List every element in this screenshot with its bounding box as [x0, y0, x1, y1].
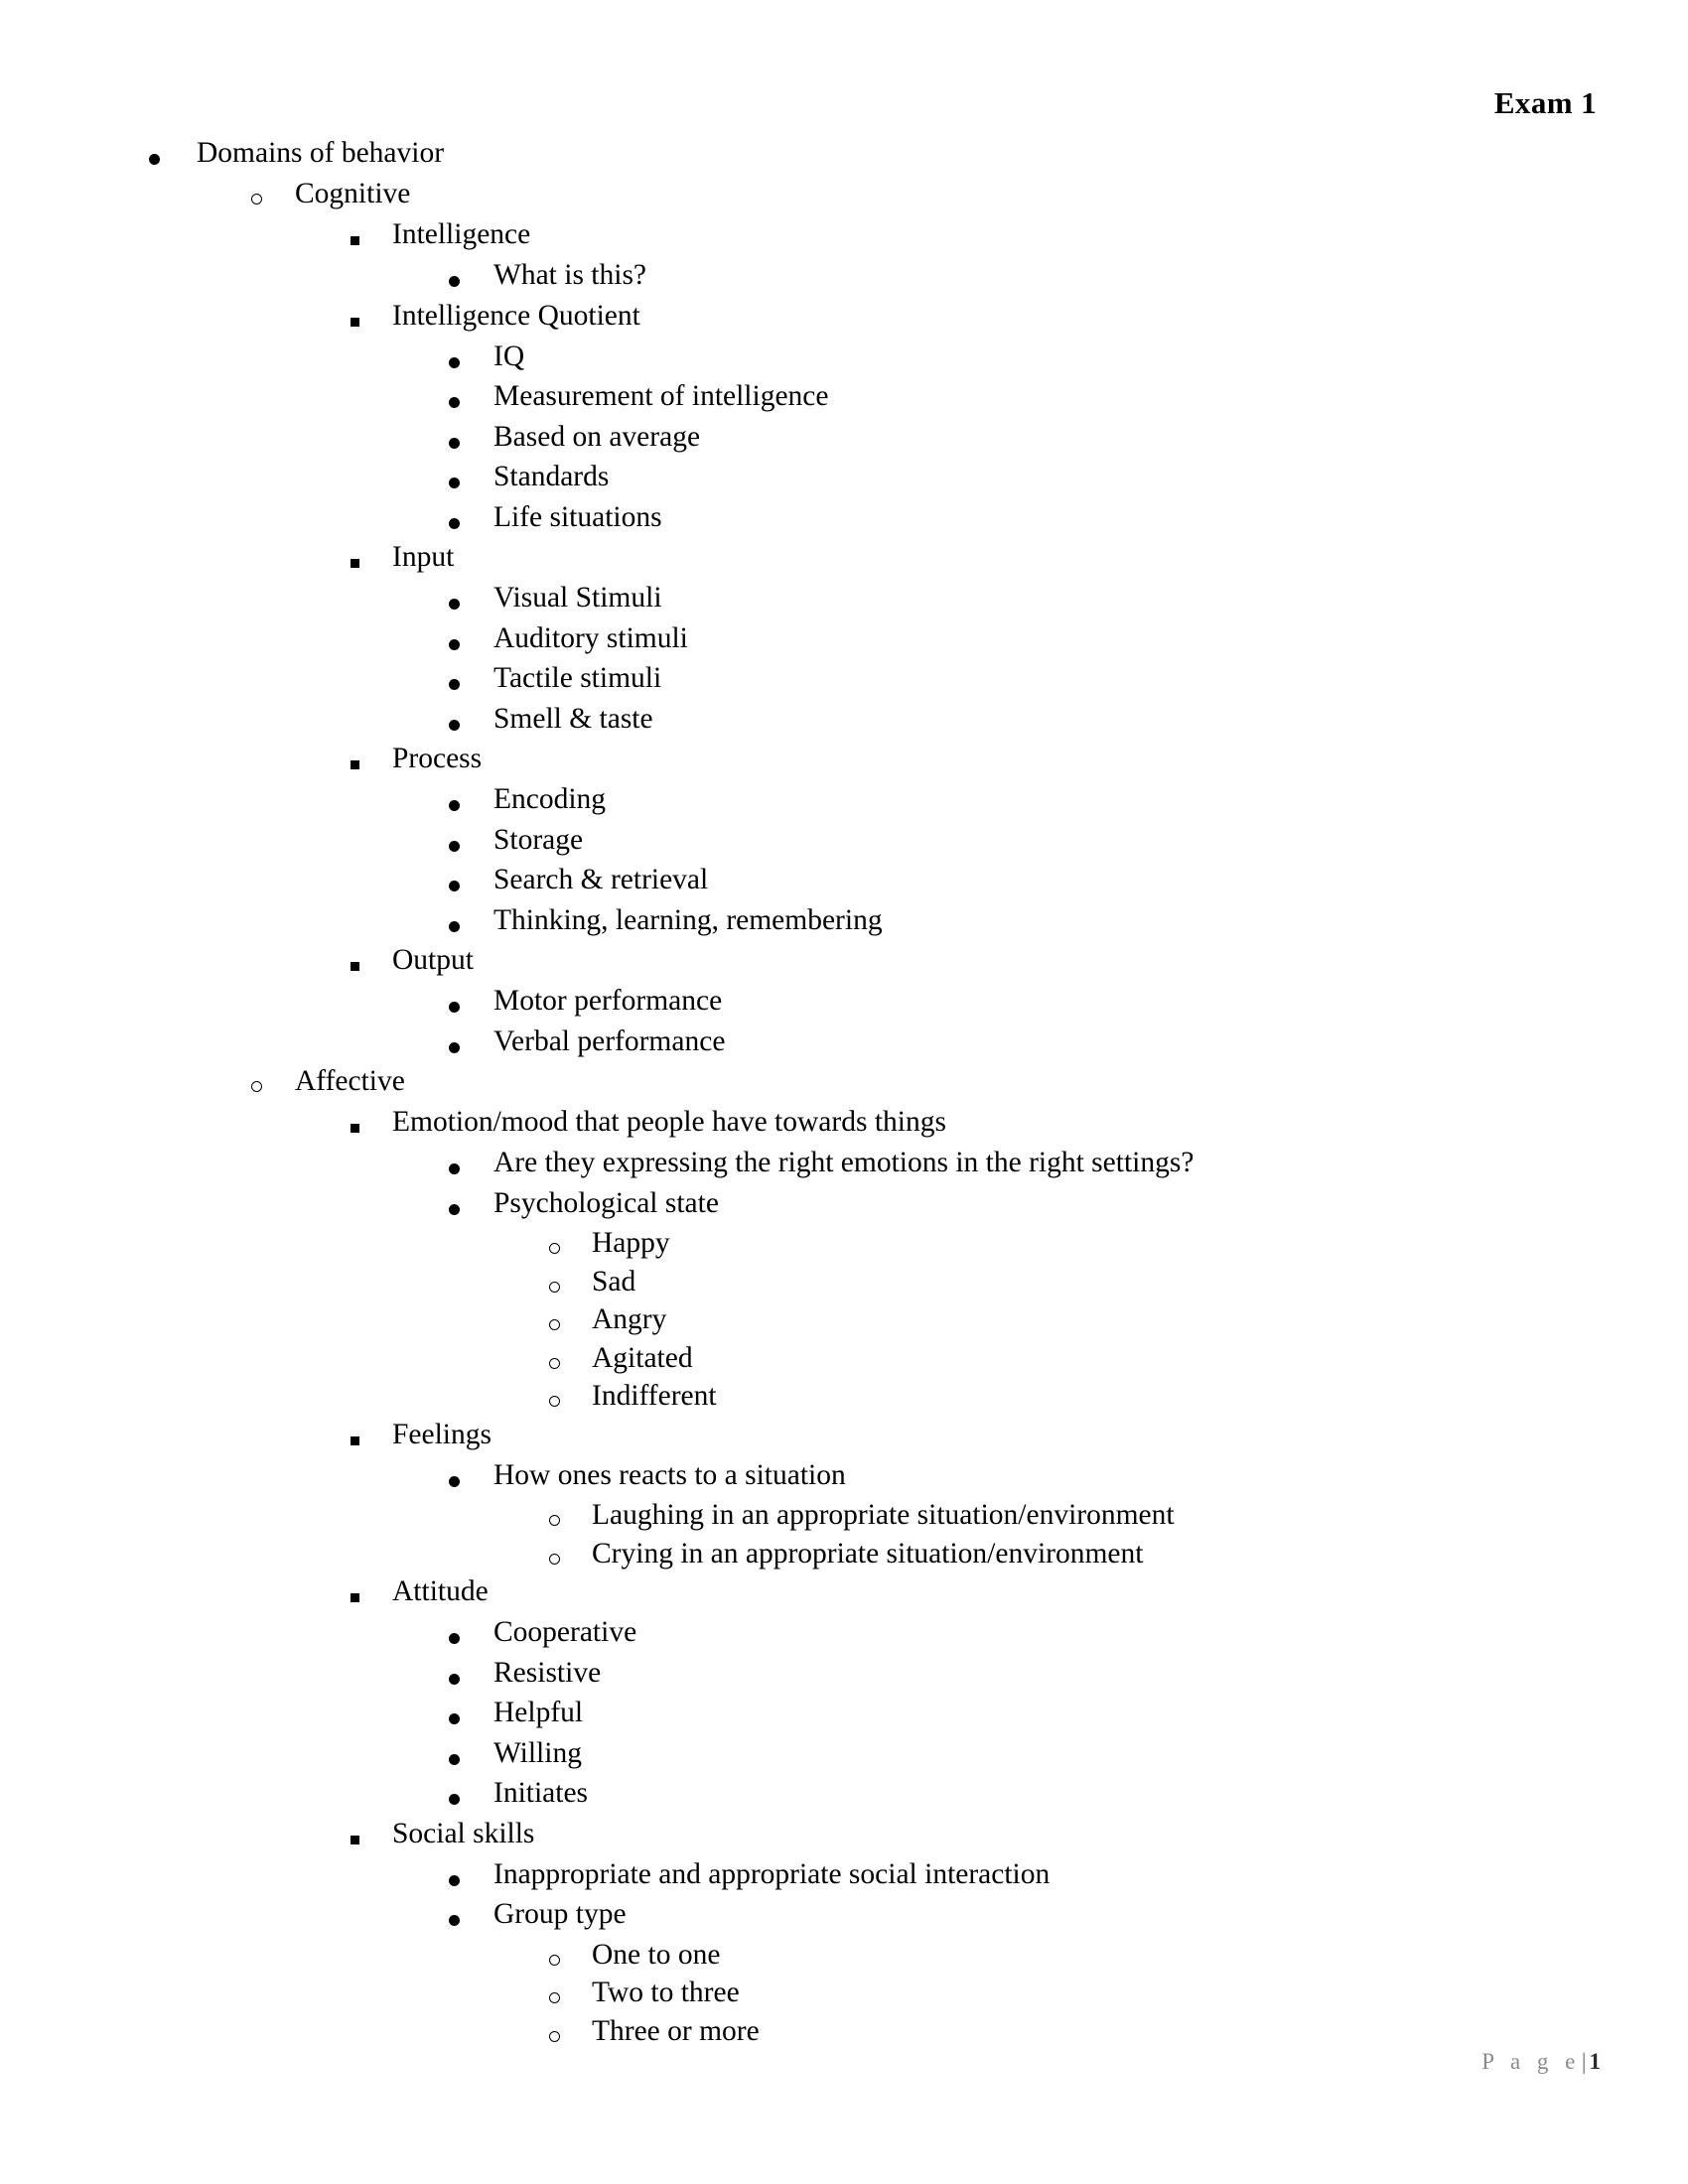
outline-list: [0, 139, 1688, 2055]
outline-item: [0, 220, 1688, 261]
outline-node-level-3: [0, 1418, 1688, 1578]
outline-item-label: Social skills: [392, 1817, 535, 1849]
outline-item: [0, 745, 1688, 785]
filled-disc-bullet-icon: [449, 438, 460, 449]
outline-node-level-3: [0, 1817, 1688, 2056]
outline-item-label: Tactile stimuli: [493, 662, 662, 694]
outline-node-level-3: [0, 1108, 1688, 1421]
outline-node-level-4: [0, 1900, 1688, 2055]
hollow-circle-bullet-icon: [549, 1554, 560, 1565]
outline-node-level-5: [0, 1938, 1688, 1979]
filled-disc-bullet-icon: [149, 154, 160, 165]
hollow-circle-bullet-icon: [549, 2031, 560, 2042]
outline-item: [0, 1501, 1688, 1540]
outline-node-level-2: [0, 180, 1688, 1067]
outline-node-level-4: [0, 1736, 1688, 1780]
outline-item-label: Helpful: [493, 1697, 584, 1728]
filled-square-bullet-icon: [351, 236, 359, 245]
outline-item: [0, 1938, 1688, 1979]
outline-node-level-4: [0, 382, 1688, 423]
hollow-circle-bullet-icon: [549, 1358, 560, 1369]
outline-item-label: Auditory stimuli: [493, 621, 688, 654]
outline-item-label: Group type: [493, 1898, 627, 1930]
filled-square-bullet-icon: [351, 318, 359, 327]
outline-node-level-4: [0, 823, 1688, 867]
hollow-circle-bullet-icon: [549, 1396, 560, 1407]
outline-item-label: Encoding: [493, 783, 607, 815]
hollow-circle-bullet-icon: [251, 1081, 262, 1092]
outline-item-label: Domains of behavior: [197, 137, 445, 169]
filled-square-bullet-icon: [351, 1836, 359, 1844]
outline-item: [0, 1656, 1688, 1700]
outline-node-level-1: [0, 139, 1688, 2055]
filled-disc-bullet-icon: [449, 1794, 460, 1805]
outline-children: [0, 1857, 1688, 2056]
outline-item-label: Intelligence Quotient: [392, 299, 640, 332]
outline-item: [0, 1067, 1688, 1108]
outline-item: [0, 1458, 1688, 1502]
document-header: [119, 85, 1597, 121]
outline-item: [0, 1305, 1688, 1344]
outline-item: [0, 1900, 1688, 1941]
outline-node-level-4: [0, 1618, 1688, 1659]
outline-node-level-4: [0, 903, 1688, 947]
outline-node-level-4: [0, 785, 1688, 826]
outline-item: [0, 903, 1688, 947]
outline-children: [0, 1458, 1688, 1578]
outline-item-label: Resistive: [493, 1656, 602, 1689]
outline-node-level-4: [0, 664, 1688, 705]
hollow-circle-bullet-icon: [549, 1319, 560, 1330]
filled-disc-bullet-icon: [449, 1042, 460, 1053]
outline-item: [0, 1108, 1688, 1149]
footer-page-word: P a g e: [1481, 2049, 1581, 2074]
outline-item-label: Angry: [592, 1303, 667, 1335]
outline-node-level-5: [0, 1537, 1688, 1578]
filled-square-bullet-icon: [351, 1124, 359, 1133]
outline-item: [0, 1699, 1688, 1739]
outline-node-level-4: [0, 463, 1688, 503]
outline-item: [0, 299, 1688, 342]
outline-node-level-3: [0, 299, 1688, 544]
outline-children: [0, 261, 1688, 302]
outline-item-label: Crying in an appropriate situation/environment: [592, 1537, 1144, 1570]
outline-item: [0, 1186, 1688, 1230]
outline-item: [0, 1979, 1688, 2017]
outline-node-level-4: [0, 584, 1688, 624]
outline-item: [0, 785, 1688, 826]
filled-disc-bullet-icon: [449, 397, 460, 408]
outline-item: [0, 500, 1688, 544]
outline-item-label: Based on average: [493, 420, 701, 453]
outline-item: [0, 139, 1688, 180]
outline-item: [0, 1382, 1688, 1421]
filled-square-bullet-icon: [351, 1436, 359, 1445]
footer-separator: |: [1581, 2049, 1587, 2074]
filled-disc-bullet-icon: [449, 1674, 460, 1685]
outline-node-level-5: [0, 1305, 1688, 1344]
outline-item-label: Life situations: [493, 500, 662, 533]
outline-item: [0, 664, 1688, 705]
filled-disc-bullet-icon: [449, 276, 460, 287]
outline-node-level-3: [0, 220, 1688, 302]
outline-node-level-3: [0, 745, 1688, 946]
outline-item-label: Indifferent: [592, 1380, 717, 1412]
outline-item: [0, 1341, 1688, 1383]
filled-disc-bullet-icon: [449, 357, 460, 368]
filled-square-bullet-icon: [351, 559, 359, 568]
hollow-circle-bullet-icon: [549, 1243, 560, 1254]
outline-item-label: Feelings: [392, 1418, 492, 1450]
hollow-circle-bullet-icon: [251, 194, 262, 205]
filled-disc-bullet-icon: [449, 518, 460, 529]
filled-disc-bullet-icon: [449, 1713, 460, 1724]
outline-children: [0, 342, 1688, 544]
outline-item-label: Three or more: [592, 2014, 760, 2047]
filled-square-bullet-icon: [351, 1593, 359, 1602]
outline-children: [0, 785, 1688, 946]
outline-item: [0, 1779, 1688, 1820]
outline-item-label: Storage: [493, 823, 584, 856]
outline-item-label: One to one: [592, 1938, 721, 1971]
outline-item: [0, 180, 1688, 220]
outline-item: [0, 1229, 1688, 1268]
outline-item-label: Cognitive: [295, 178, 411, 209]
outline-item-label: Cooperative: [493, 1616, 637, 1648]
outline-item: [0, 420, 1688, 464]
filled-disc-bullet-icon: [449, 1754, 460, 1765]
outline-node-level-4: [0, 1024, 1688, 1068]
outline-item: [0, 1537, 1688, 1578]
outline-node-level-4: [0, 621, 1688, 665]
filled-disc-bullet-icon: [449, 478, 460, 488]
outline-item-label: Intelligence: [392, 218, 531, 250]
outline-item-label: Agitated: [592, 1341, 693, 1374]
outline-item-label: Willing: [493, 1736, 582, 1769]
hollow-circle-bullet-icon: [549, 1515, 560, 1526]
outline-item-label: IQ: [493, 340, 525, 372]
outline-item: [0, 463, 1688, 503]
outline-node-level-4: [0, 261, 1688, 302]
outline-item: [0, 584, 1688, 624]
hollow-circle-bullet-icon: [549, 1282, 560, 1293]
filled-disc-bullet-icon: [449, 1476, 460, 1487]
outline-node-level-5: [0, 1382, 1688, 1421]
outline-item-label: Process: [392, 743, 483, 774]
outline-item-label: Emotion/mood that people have towards things: [392, 1106, 946, 1138]
outline-node-level-4: [0, 420, 1688, 464]
outline-item-label: Inappropriate and appropriate social interaction: [493, 1857, 1051, 1890]
outline-item-label: Measurement of intelligence: [493, 380, 829, 412]
outline-item: [0, 987, 1688, 1027]
outline-item-label: Verbal performance: [493, 1024, 726, 1057]
outline-node-level-5: [0, 1229, 1688, 1268]
outline-node-level-3: [0, 1577, 1688, 1820]
outline-item-label: Sad: [592, 1265, 636, 1297]
outline-children: [0, 584, 1688, 745]
outline-item-label: What is this?: [493, 259, 647, 291]
outline-node-level-4: [0, 1779, 1688, 1820]
filled-disc-bullet-icon: [449, 1163, 460, 1174]
outline-children: [0, 1618, 1688, 1820]
outline-item-label: Search & retrieval: [493, 864, 709, 895]
filled-square-bullet-icon: [351, 760, 359, 769]
outline-item-label: How ones reacts to a situation: [493, 1458, 846, 1491]
footer-page-number: 1: [1589, 2049, 1601, 2074]
outline-item-label: Affective: [295, 1065, 405, 1097]
outline-children: [0, 180, 1688, 2055]
outline-children: [0, 987, 1688, 1067]
outline-item-label: Smell & taste: [493, 702, 653, 735]
outline-item: [0, 702, 1688, 746]
outline-node-level-4: [0, 1857, 1688, 1901]
filled-disc-bullet-icon: [449, 1875, 460, 1886]
outline-node-level-5: [0, 1341, 1688, 1383]
outline-node-level-5: [0, 1265, 1688, 1306]
outline-node-level-4: [0, 1699, 1688, 1739]
filled-disc-bullet-icon: [449, 1002, 460, 1013]
outline-item: [0, 1736, 1688, 1780]
outline-item: [0, 1418, 1688, 1461]
outline-item-label: Thinking, learning, remembering: [493, 903, 883, 936]
outline-item: [0, 261, 1688, 302]
header-title: Exam 1: [1493, 85, 1597, 120]
outline-item: [0, 342, 1688, 383]
hollow-circle-bullet-icon: [549, 1955, 560, 1966]
outline-item: [0, 1265, 1688, 1306]
outline-item-label: Psychological state: [493, 1186, 719, 1219]
outline-item-label: Are they expressing the right emotions in the right settings?: [493, 1147, 1195, 1178]
outline-node-level-3: [0, 543, 1688, 745]
filled-disc-bullet-icon: [449, 1633, 460, 1644]
outline-item-label: Motor performance: [493, 985, 723, 1017]
outline-node-level-4: [0, 342, 1688, 383]
outline-node-level-2: [0, 1067, 1688, 2055]
outline-children: [0, 1938, 1688, 2056]
outline-node-level-4: [0, 987, 1688, 1027]
outline-item-label: Happy: [592, 1227, 670, 1259]
filled-disc-bullet-icon: [449, 841, 460, 852]
outline-item: [0, 543, 1688, 584]
outline-item-label: Attitude: [392, 1575, 489, 1607]
outline-node-level-4: [0, 1458, 1688, 1578]
outline-item: [0, 1149, 1688, 1189]
outline-children: [0, 1108, 1688, 2055]
outline-item-label: Input: [392, 541, 455, 573]
filled-disc-bullet-icon: [449, 639, 460, 650]
outline-children: [0, 1229, 1688, 1421]
outline-children: [0, 220, 1688, 1067]
outline-item: [0, 1618, 1688, 1659]
outline-item: [0, 823, 1688, 867]
filled-disc-bullet-icon: [449, 921, 460, 932]
outline-node-level-3: [0, 946, 1688, 1067]
outline-children: [0, 1149, 1688, 1421]
outline-node-level-4: [0, 500, 1688, 544]
filled-disc-bullet-icon: [449, 800, 460, 811]
filled-disc-bullet-icon: [449, 1204, 460, 1215]
page-footer: [119, 2049, 1601, 2075]
filled-disc-bullet-icon: [449, 881, 460, 891]
outline-item-label: Standards: [493, 461, 610, 492]
filled-disc-bullet-icon: [449, 679, 460, 690]
outline-node-level-5: [0, 1501, 1688, 1540]
outline-node-level-4: [0, 866, 1688, 906]
outline-children: [0, 1501, 1688, 1577]
outline-node-level-4: [0, 1656, 1688, 1700]
outline-item: [0, 946, 1688, 987]
outline-node-level-4: [0, 1186, 1688, 1421]
outline-item: [0, 382, 1688, 423]
outline-item-label: Output: [392, 944, 474, 976]
outline-item: [0, 1024, 1688, 1068]
outline-node-level-4: [0, 702, 1688, 746]
outline-item-label: Visual Stimuli: [493, 582, 662, 614]
outline-item: [0, 866, 1688, 906]
outline-node-level-5: [0, 1979, 1688, 2017]
outline-item: [0, 1577, 1688, 1618]
hollow-circle-bullet-icon: [549, 1992, 560, 2003]
filled-square-bullet-icon: [351, 962, 359, 971]
filled-disc-bullet-icon: [449, 599, 460, 610]
outline-item-label: Laughing in an appropriate situation/environment: [592, 1499, 1175, 1531]
outline-item: [0, 1817, 1688, 1860]
outline-item-label: Initiates: [493, 1777, 589, 1809]
filled-disc-bullet-icon: [449, 1915, 460, 1926]
outline-node-level-4: [0, 1149, 1688, 1189]
outline-item: [0, 1857, 1688, 1901]
outline-item-label: Two to three: [592, 1977, 740, 2008]
outline-item: [0, 621, 1688, 665]
filled-disc-bullet-icon: [449, 720, 460, 731]
